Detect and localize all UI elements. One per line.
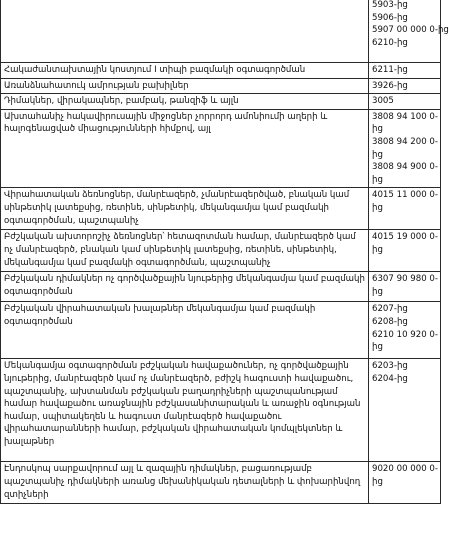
code-line: 4015 19 000 0-ից xyxy=(372,232,438,255)
description-cell: Առանձնահատուկ ամրության բախիլներ xyxy=(1,78,369,94)
code-cell xyxy=(369,188,441,230)
code-line: 4015 11 000 0-ից xyxy=(372,190,438,213)
table-row xyxy=(1,63,441,79)
table-row xyxy=(1,272,441,302)
code-cell xyxy=(369,462,441,504)
description-cell: Ախտահանիչ հակավիրուսային միջոցներ չորրորդ ամոնիումի աղերի և հալոգենացված միացությունների հիմքով, այլ xyxy=(1,109,369,188)
table-row xyxy=(1,94,441,110)
code-line: 6211-ից xyxy=(372,65,408,75)
code-line: 3808 94 900 0-ից xyxy=(372,162,438,185)
description-cell: Մեկանգամյա օգտագործման բժշկական հավաքածուներ, ոչ գործվածքային նյութերից, մանրէազերծ կամ ոչ մանրէազերծ, բժիշկ հագուստի հավաքածու, պաշտպանիչ, ախտանման բժշկական բաղադրիչների պաշտպանությամ համար հավաքածու առաջնային բժշկասանիտարական և առաջին օգնության համար, սպիտակեղեն և հագուստ մանրէազերծ հավաքածու վիրահատարանների համար, բժշկական վիրահատական կոմպլեկտներ և խալաթներ xyxy=(1,359,369,462)
code-cell xyxy=(369,0,449,63)
code-cell xyxy=(369,302,441,359)
code-line: 5907 00 000 0-ից xyxy=(372,25,449,36)
description-cell xyxy=(1,0,369,63)
table-row xyxy=(1,359,441,462)
description-cell: Բժշկական դիմակներ ոչ գործվածքային նյութերից մեկանգամյա կամ բազմակի օգտագործման xyxy=(1,272,369,302)
description-cell: Վիրահատական ձեռնոցներ, մանրէազերծ, չմանրէազերծված, բնական կամ սինթետիկ լատեքսից, ռետինե, սինթետիկ, մեկանգամյա կամ բազմակի օգտագործման, պաշտպանիչ xyxy=(1,188,369,230)
table-row xyxy=(1,188,441,230)
code-line: 9020 00 000 0-ից xyxy=(372,464,438,487)
description-cell: Հակաժանտախտային կոստյում I տիպի բազմակի օգտագործման xyxy=(1,63,369,79)
table-row xyxy=(1,109,441,188)
code-cell xyxy=(369,272,441,302)
code-line: 6204-ից xyxy=(372,373,408,384)
code-line: 3005 xyxy=(372,96,394,107)
code-line: 3808 94 200 0-ից xyxy=(372,136,438,160)
table-row xyxy=(1,230,441,272)
description-cell: Բժշկական ախտորոշիչ ձեռնոցներ՝ հետազոտման համար, մանրէազերծ կամ ոչ մանրէազերծ, բնական կամ սինթետիկ լատեքսից, ռետինե, սինթետիկ, մեկանգամյա կամ բազմակի օգտագործման, պաշտպանիչ xyxy=(1,230,369,272)
code-line: 6203-ից xyxy=(372,361,408,372)
code-line: 6208-ից xyxy=(372,316,408,327)
code-line: 6210 10 920 0-ից xyxy=(372,329,438,353)
code-cell xyxy=(369,94,441,110)
code-cell xyxy=(369,63,441,79)
code-cell xyxy=(369,78,441,94)
description-cell: Էնդոսկոպ սարքավորում այլ և զազային դիմակներ, բացառությամբ պաշտպանիչ դիմակների առանց մեխանիկական դետալների և փոխարինվող զտիչների xyxy=(1,462,369,504)
table-row xyxy=(1,78,441,94)
table-row xyxy=(1,462,441,504)
table-row xyxy=(1,0,441,63)
code-line: 3808 94 100 0-ից xyxy=(372,111,438,135)
code-cell xyxy=(369,359,441,462)
code-line: 6307 90 980 0-ից xyxy=(372,274,438,297)
description-cell: Բժշկական վիրահատական խալաթներ մեկանգամյա կամ բազմակի օգտագործման xyxy=(1,302,369,359)
code-line: 5903-ից xyxy=(372,0,408,10)
description-cell: Դիմակներ, վիրակապներ, բամբակ, թանզիֆ և այլն xyxy=(1,94,369,110)
code-line: 3926-ից xyxy=(372,80,408,91)
code-line: 6210-ից xyxy=(372,37,408,48)
table-row xyxy=(1,302,441,359)
code-cell xyxy=(369,230,441,272)
code-line: 5906-ից xyxy=(372,12,408,23)
code-cell xyxy=(369,109,441,188)
code-line: 6207-ից xyxy=(372,304,408,315)
